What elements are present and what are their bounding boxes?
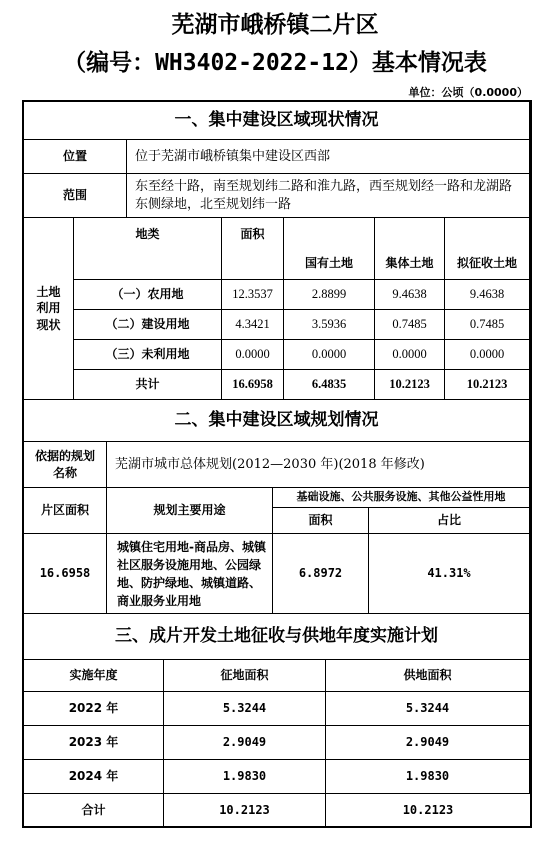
plan-row-acquire: 5.3244 bbox=[164, 692, 326, 726]
header-public-land: 基础设施、公共服务设施、其他公益性用地 bbox=[273, 488, 530, 508]
landuse-row-type: （三）未利用地 bbox=[74, 340, 222, 370]
ratio-value: 41.31% bbox=[369, 534, 530, 614]
header-area: 面积 bbox=[222, 218, 284, 280]
main-use-value: 城镇住宅用地-商品房、城镇社区服务设施用地、公园绿地、防护绿地、城镇道路、商业服务业用地 bbox=[107, 534, 273, 614]
landuse-row-to-acquire: 0.0000 bbox=[445, 340, 530, 370]
landuse-row-state: 3.5936 bbox=[284, 310, 375, 340]
landuse-row-area: 0.0000 bbox=[222, 340, 284, 370]
range-value: 东至经十路，南至规划纬二路和淮九路，西至规划经一路和龙湖路东侧绿地，北至规划纬一路 bbox=[127, 174, 530, 218]
plan-row-supply: 5.3244 bbox=[326, 692, 530, 726]
header-land-type: 地类 bbox=[74, 218, 222, 280]
plan-row-supply: 1.9830 bbox=[326, 760, 530, 794]
landuse-total-label: 共计 bbox=[74, 370, 222, 400]
header-year: 实施年度 bbox=[24, 660, 164, 692]
landuse-row-collective: 0.0000 bbox=[375, 340, 445, 370]
landuse-row-collective: 0.7485 bbox=[375, 310, 445, 340]
range-label: 范围 bbox=[24, 174, 127, 218]
landuse-row-state: 2.8899 bbox=[284, 280, 375, 310]
plan-basis-label: 依据的规划名称 bbox=[24, 442, 107, 488]
header-acquire-area: 征地面积 bbox=[164, 660, 326, 692]
landuse-row-state: 0.0000 bbox=[284, 340, 375, 370]
section1-heading: 一、集中建设区域现状情况 bbox=[24, 102, 530, 140]
plan-total-label: 合计 bbox=[24, 794, 164, 826]
header-collective-land: 集体土地 bbox=[375, 218, 445, 280]
header-ratio: 占比 bbox=[369, 508, 530, 534]
header-supply-area: 供地面积 bbox=[326, 660, 530, 692]
public-area-value: 6.8972 bbox=[273, 534, 369, 614]
plan-row-acquire: 2.9049 bbox=[164, 726, 326, 760]
plan-total-acquire: 10.2123 bbox=[164, 794, 326, 826]
plan-basis-value: 芜湖市城市总体规划(2012—2030 年)(2018 年修改) bbox=[107, 442, 530, 488]
landuse-total-to-acquire: 10.2123 bbox=[445, 370, 530, 400]
landuse-total-state: 6.4835 bbox=[284, 370, 375, 400]
landuse-row-to-acquire: 0.7485 bbox=[445, 310, 530, 340]
landuse-row-area: 4.3421 bbox=[222, 310, 284, 340]
document-title: 芜湖市峨桥镇二片区 bbox=[171, 12, 379, 38]
location-label: 位置 bbox=[24, 140, 127, 174]
unit-label: 单位：公顷（0.0000） bbox=[408, 86, 528, 99]
plan-row-year: 2024 年 bbox=[24, 760, 164, 794]
plan-row-year: 2023 年 bbox=[24, 726, 164, 760]
info-table bbox=[22, 100, 532, 828]
landuse-total-area: 16.6958 bbox=[222, 370, 284, 400]
landuse-label: 土地利用现状 bbox=[24, 218, 74, 400]
header-zone-area: 片区面积 bbox=[24, 488, 107, 534]
zone-area-value: 16.6958 bbox=[24, 534, 107, 614]
header-state-land: 国有土地 bbox=[284, 218, 375, 280]
landuse-row-collective: 9.4638 bbox=[375, 280, 445, 310]
section3-heading: 三、成片开发土地征收与供地年度实施计划 bbox=[24, 614, 530, 660]
header-public-area: 面积 bbox=[273, 508, 369, 534]
landuse-row-to-acquire: 9.4638 bbox=[445, 280, 530, 310]
location-value: 位于芜湖市峨桥镇集中建设区西部 bbox=[127, 140, 530, 174]
document-subtitle: （编号：WH3402-2022-12）基本情况表 bbox=[63, 50, 487, 76]
plan-row-year: 2022 年 bbox=[24, 692, 164, 726]
header-main-use: 规划主要用途 bbox=[107, 488, 273, 534]
section2-heading: 二、集中建设区域规划情况 bbox=[24, 400, 530, 442]
landuse-total-collective: 10.2123 bbox=[375, 370, 445, 400]
landuse-row-type: （二）建设用地 bbox=[74, 310, 222, 340]
header-to-acquire: 拟征收土地 bbox=[445, 218, 530, 280]
plan-total-supply: 10.2123 bbox=[402, 802, 454, 817]
landuse-row-type: （一）农用地 bbox=[74, 280, 222, 310]
landuse-row-area: 12.3537 bbox=[222, 280, 284, 310]
plan-row-supply: 2.9049 bbox=[326, 726, 530, 760]
plan-row-acquire: 1.9830 bbox=[164, 760, 326, 794]
